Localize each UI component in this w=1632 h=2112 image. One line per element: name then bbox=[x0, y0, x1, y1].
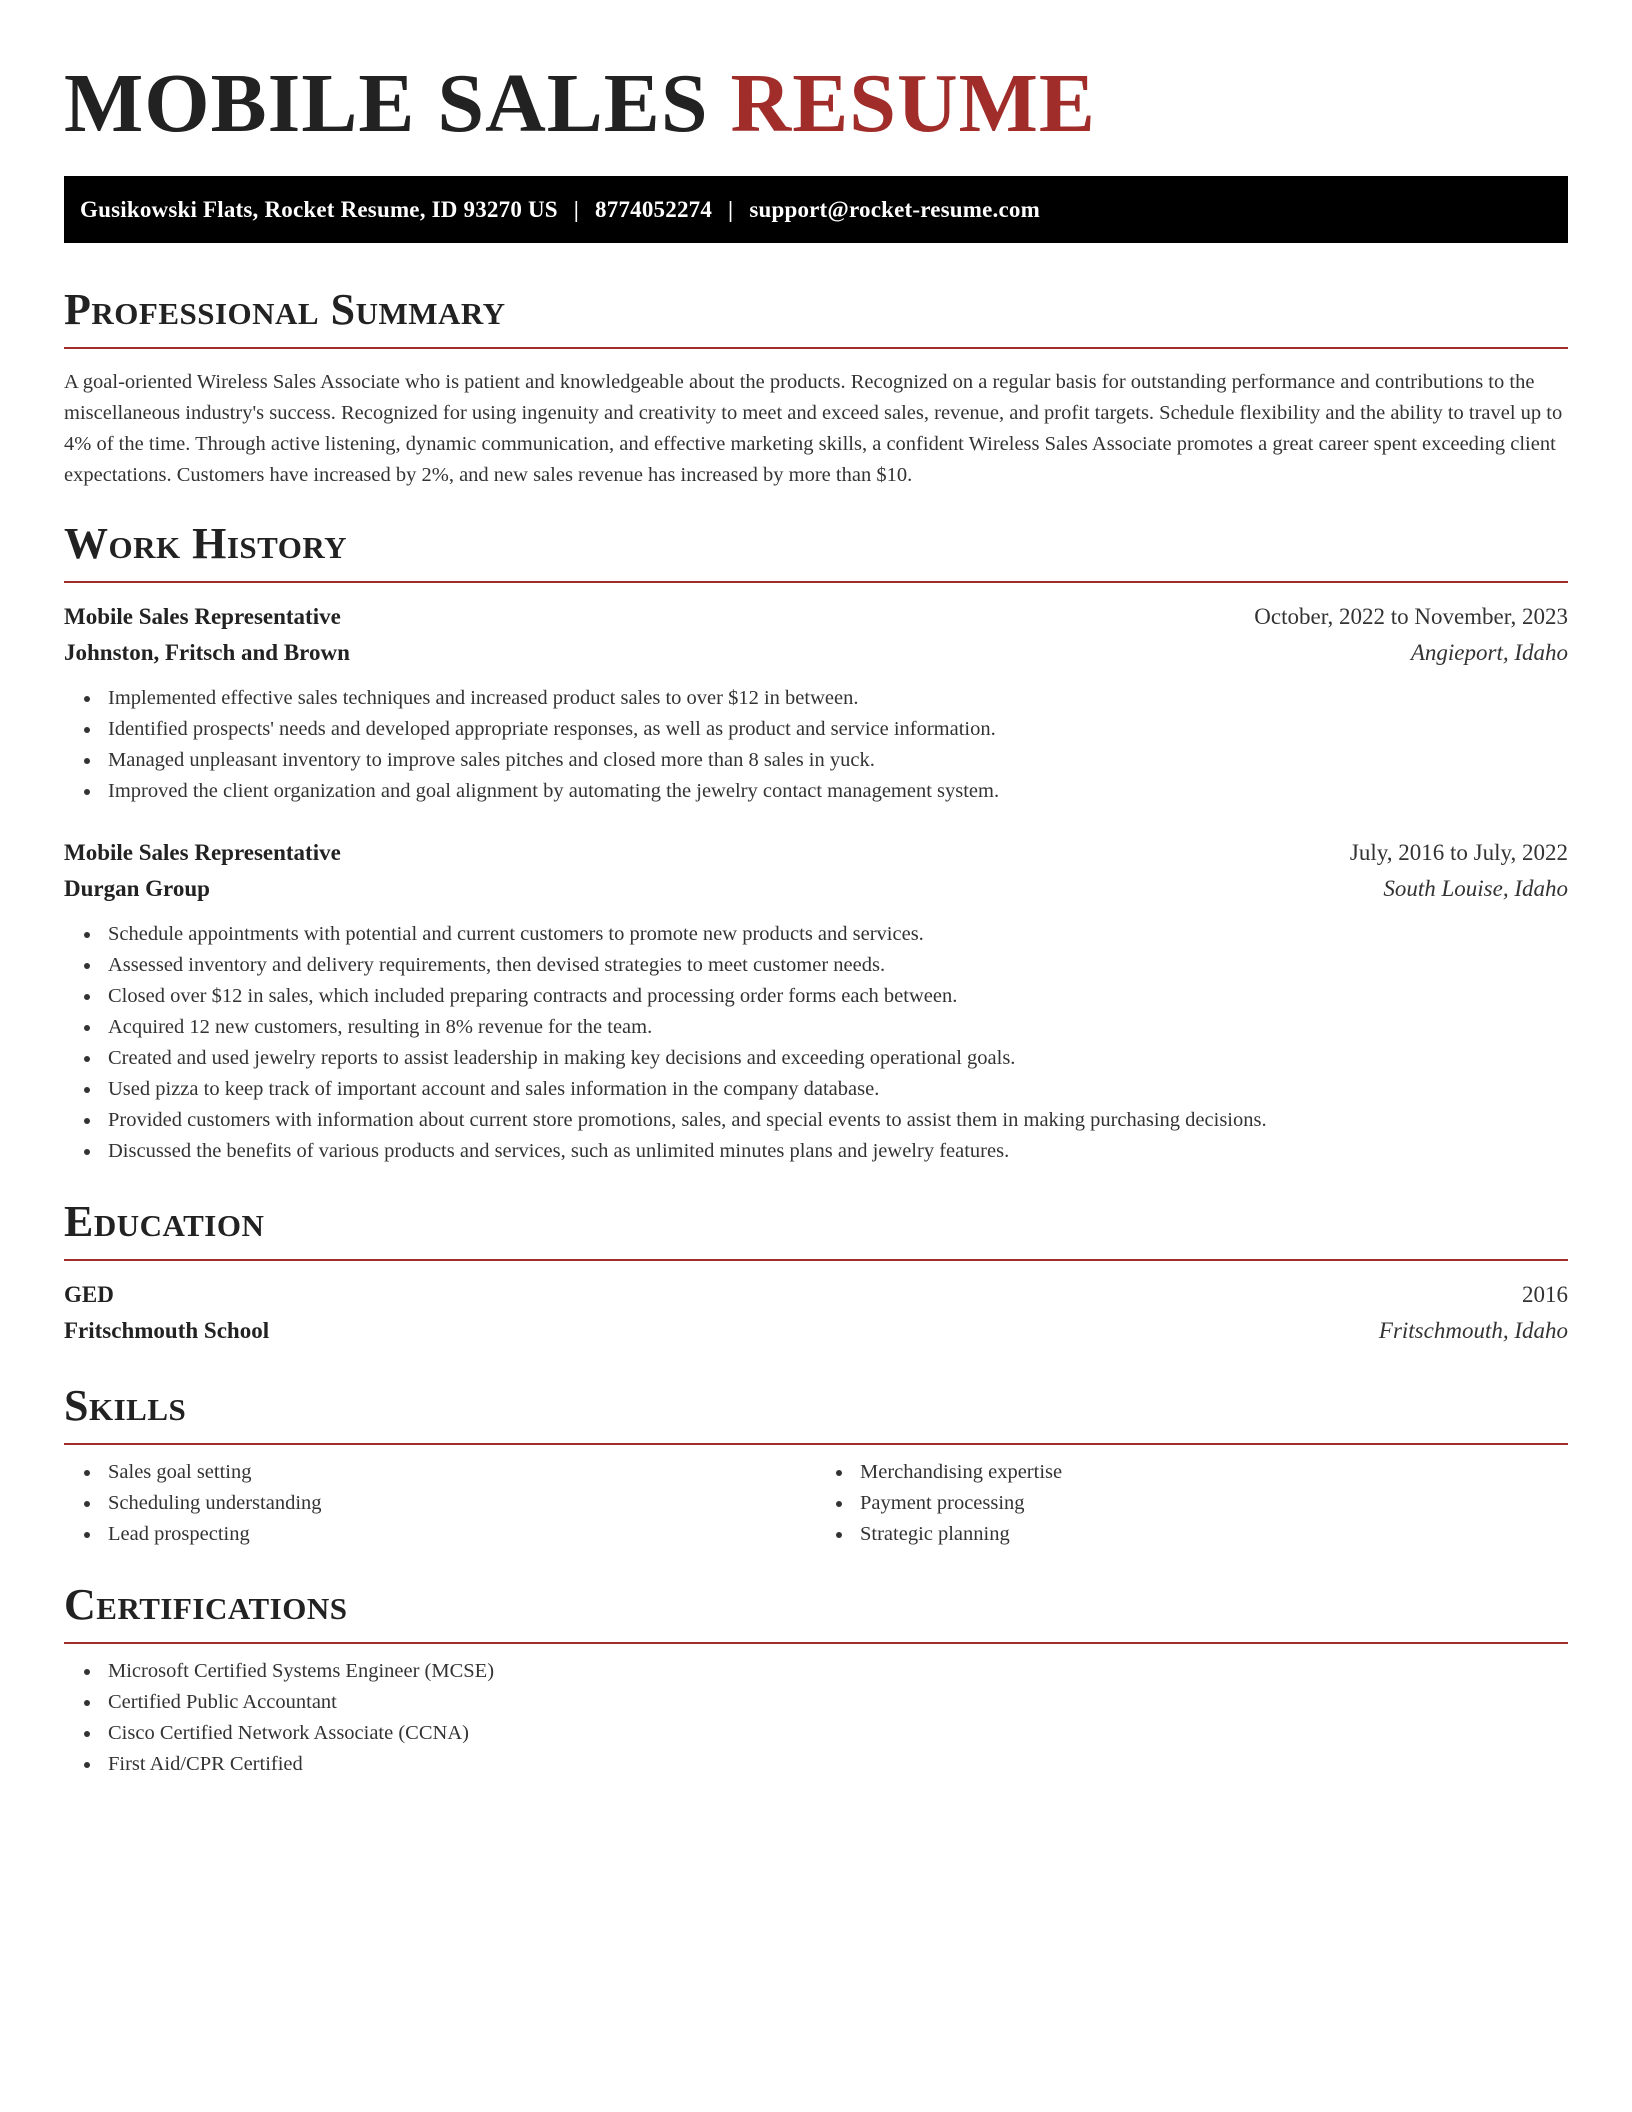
contact-phone: 8774052274 bbox=[595, 196, 713, 222]
list-item: Assessed inventory and delivery requirements, then devised strategies to meet customer needs. bbox=[108, 950, 1568, 981]
education-degree: GED bbox=[64, 1282, 114, 1307]
education-location: Fritschmouth, Idaho bbox=[1378, 1318, 1568, 1343]
list-item: Lead prospecting bbox=[108, 1519, 816, 1550]
list-item: Improved the client organization and goal alignment by automating the jewelry contact management system. bbox=[108, 776, 1568, 807]
skills-heading: Skills bbox=[64, 1381, 187, 1430]
skills-section bbox=[64, 1379, 1568, 1550]
job-company-row bbox=[64, 871, 1568, 907]
contact-email: support@rocket-resume.com bbox=[749, 196, 1040, 222]
job-title: Mobile Sales Representative bbox=[64, 840, 341, 865]
list-item: Sales goal setting bbox=[108, 1457, 816, 1488]
education-school: Fritschmouth School bbox=[64, 1318, 270, 1343]
job-title: Mobile Sales Representative bbox=[64, 604, 341, 629]
job-location: South Louise, Idaho bbox=[1383, 876, 1568, 901]
job-bullets bbox=[64, 919, 1568, 1167]
job-dates: July, 2016 to July, 2022 bbox=[1349, 840, 1568, 865]
contact-address: Gusikowski Flats, Rocket Resume, ID 93270 US bbox=[80, 196, 558, 222]
work-history-heading: Work History bbox=[64, 519, 348, 568]
job-entry bbox=[64, 599, 1568, 807]
job-bullets bbox=[64, 683, 1568, 807]
certifications-heading: Certifications bbox=[64, 1580, 348, 1629]
job-dates: October, 2022 to November, 2023 bbox=[1254, 604, 1568, 629]
list-item: Implemented effective sales techniques and increased product sales to over $12 in between. bbox=[108, 683, 1568, 714]
job-company: Durgan Group bbox=[64, 876, 210, 901]
job-company: Johnston, Fritsch and Brown bbox=[64, 640, 350, 665]
work-history-section bbox=[64, 517, 1568, 1167]
section-divider bbox=[64, 1642, 1568, 1644]
contact-separator: | bbox=[728, 196, 734, 222]
list-item: Created and used jewelry reports to assist leadership in making key decisions and exceeding operational goals. bbox=[108, 1043, 1568, 1074]
list-item: Provided customers with information about current store promotions, sales, and special events to assist them in making purchasing decisions. bbox=[108, 1105, 1568, 1136]
list-item: Closed over $12 in sales, which included preparing contracts and processing order forms each between. bbox=[108, 981, 1568, 1012]
list-item: Scheduling understanding bbox=[108, 1488, 816, 1519]
certifications-section bbox=[64, 1578, 1568, 1780]
list-item: Cisco Certified Network Associate (CCNA) bbox=[108, 1718, 1568, 1749]
list-item: Merchandising expertise bbox=[860, 1457, 1568, 1488]
list-item: Managed unpleasant inventory to improve sales pitches and closed more than 8 sales in yuck. bbox=[108, 745, 1568, 776]
section-divider bbox=[64, 581, 1568, 583]
education-section bbox=[64, 1195, 1568, 1349]
title-main: MOBILE SALES bbox=[64, 57, 709, 150]
contact-bar bbox=[64, 176, 1568, 243]
job-title-row bbox=[64, 835, 1568, 871]
list-item: First Aid/CPR Certified bbox=[108, 1749, 1568, 1780]
list-item: Acquired 12 new customers, resulting in 8% revenue for the team. bbox=[108, 1012, 1568, 1043]
title-accent: RESUME bbox=[730, 57, 1096, 150]
education-school-row bbox=[64, 1313, 1568, 1349]
job-title-row bbox=[64, 599, 1568, 635]
contact-separator: | bbox=[573, 196, 580, 222]
education-year: 2016 bbox=[1522, 1282, 1568, 1307]
education-heading: Education bbox=[64, 1197, 265, 1246]
summary-text: A goal-oriented Wireless Sales Associate who is patient and knowledgeable about the products. Recognized on a regular basis for outstanding performance and contributions to the miscellaneous industry's success. Recognized for using ingenuity and creativity to meet and exceed sales, revenue, and profit targets. Schedule flexibility and the ability to travel up to 4% of the time. Through active listening, dynamic communication, and effective marketing skills, a confident Wireless Sales Associate promotes a great career spent exceeding client expectations. Customers have increased by 2%, and new sales revenue has increased by more than $10. bbox=[64, 371, 1563, 486]
summary-section bbox=[64, 283, 1568, 491]
list-item: Schedule appointments with potential and current customers to promote new products and services. bbox=[108, 919, 1568, 950]
skills-grid bbox=[64, 1445, 1568, 1550]
list-item: Strategic planning bbox=[860, 1519, 1568, 1550]
education-entry bbox=[64, 1277, 1568, 1349]
list-item: Payment processing bbox=[860, 1488, 1568, 1519]
summary-heading: Professional Summary bbox=[64, 285, 506, 334]
section-divider bbox=[64, 347, 1568, 349]
list-item: Microsoft Certified Systems Engineer (MCSE) bbox=[108, 1656, 1568, 1687]
list-item: Identified prospects' needs and developed appropriate responses, as well as product and service information. bbox=[108, 714, 1568, 745]
section-divider bbox=[64, 1259, 1568, 1261]
job-location: Angieport, Idaho bbox=[1410, 640, 1568, 665]
certifications-list bbox=[64, 1656, 1568, 1780]
skills-list-right bbox=[816, 1457, 1568, 1550]
job-company-row bbox=[64, 635, 1568, 671]
resume-title bbox=[64, 56, 1568, 152]
list-item: Certified Public Accountant bbox=[108, 1687, 1568, 1718]
skills-list-left bbox=[64, 1457, 816, 1550]
education-degree-row bbox=[64, 1277, 1568, 1313]
list-item: Used pizza to keep track of important account and sales information in the company database. bbox=[108, 1074, 1568, 1105]
list-item: Discussed the benefits of various products and services, such as unlimited minutes plans and jewelry features. bbox=[108, 1136, 1568, 1167]
job-entry bbox=[64, 835, 1568, 1167]
